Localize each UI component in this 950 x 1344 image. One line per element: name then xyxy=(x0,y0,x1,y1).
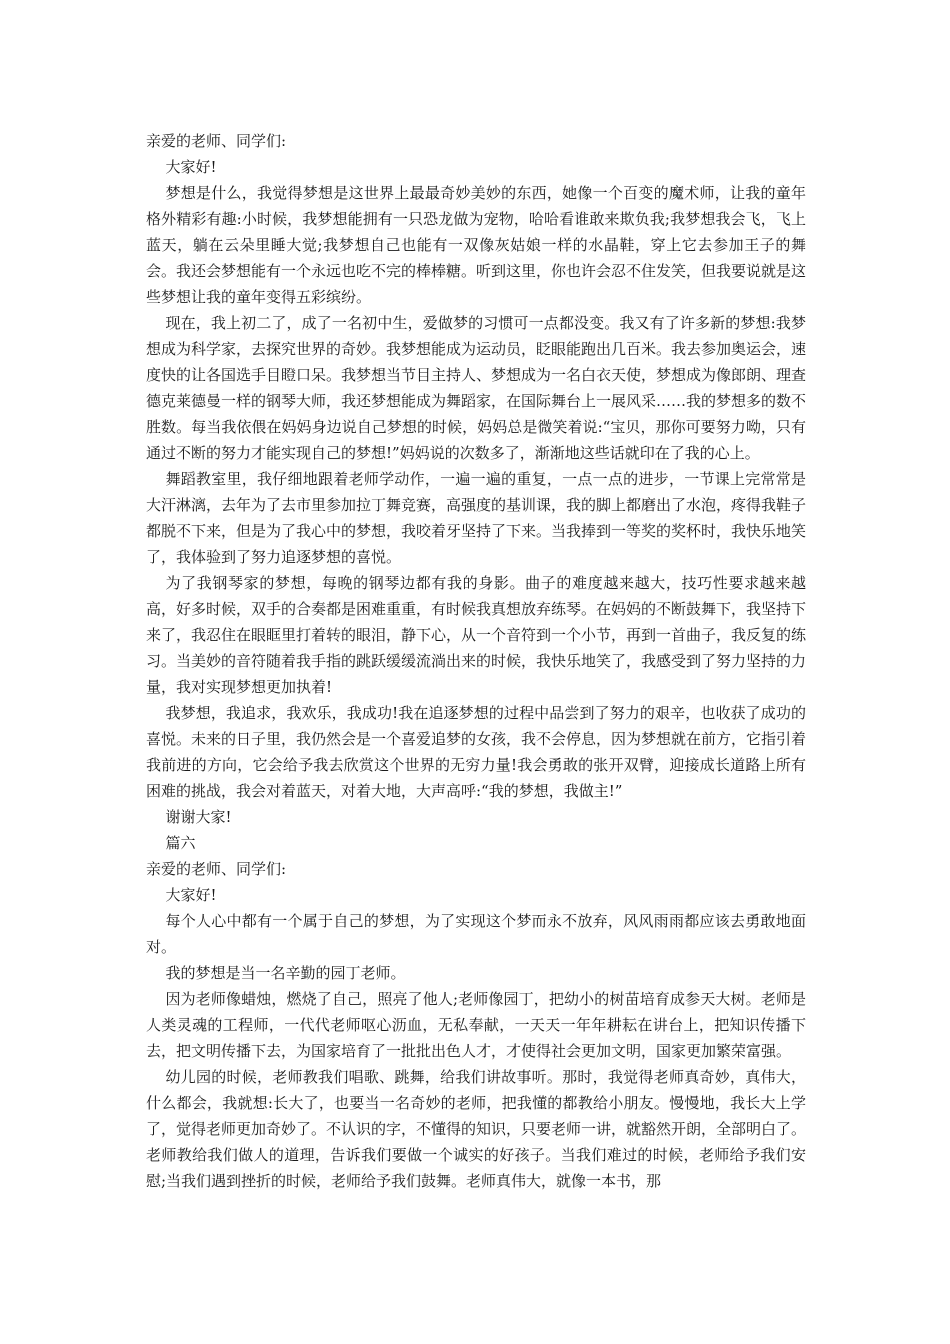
body-paragraph: 梦想是什么，我觉得梦想是这世界上最最奇妙美妙的东西，她像一个百变的魔术师，让我的童年格外精彩有趣:小时候，我梦想能拥有一只恐龙做为宠物，哈哈看谁敢来欺负我;我梦想我会飞，飞上蓝天，躺在云朵里睡大觉;我梦想自己也能有一双像灰姑娘一样的水晶鞋，穿上它去参加王子的舞会。我还会梦想能有一个永远也吃不完的棒棒糖。听到这里，你也许会忍不住发笑，但我要说就是这些梦想让我的童年变得五彩缤纷。 xyxy=(146,184,807,306)
body-paragraph: 幼儿园的时候，老师教我们唱歌、跳舞，给我们讲故事听。那时，我觉得老师真奇妙，真伟大，什么都会，我就想:长大了，也要当一名奇妙的老师，把我懂的都教给小朋友。慢慢地，我长大上学了，觉得老师更加奇妙了。不认识的字，不懂得的知识，只要老师一讲，就豁然开朗，全部明白了。老师教给我们做人的道理，告诉我们要做一个诚实的好孩子。当我们难过的时候，老师给予我们安慰;当我们遇到挫折的时候，老师给予我们鼓舞。老师真伟大，就像一本书，那 xyxy=(146,1068,807,1190)
body-paragraph: 每个人心中都有一个属于自己的梦想，为了实现这个梦而永不放弃，风风雨雨都应该去勇敢地面对。 xyxy=(146,912,806,956)
body-paragraph: 为了我钢琴家的梦想，每晚的钢琴边都有我的身影。曲子的难度越来越大，技巧性要求越来越高，好多时候，双手的合奏都是困难重重，有时候我真想放弃练琴。在妈妈的不断鼓舞下，我坚持下来了，我忍住在眼眶里打着转的眼泪，静下心，从一个音符到一个小节，再到一首曲子，我反复的练习。当美妙的音符随着我手指的跳跃缓缓流淌出来的时候，我快乐地笑了，我感受到了努力坚持的力量，我对实现梦想更加执着! xyxy=(146,574,807,696)
greeting: 大家好! xyxy=(165,886,217,904)
salutation: 亲爱的老师、同学们: xyxy=(146,132,287,150)
salutation: 亲爱的老师、同学们: xyxy=(146,860,287,878)
body-paragraph: 现在，我上初二了，成了一名初中生，爱做梦的习惯可一点都没变。我又有了许多新的梦想:我梦想成为科学家，去探究世界的奇妙。我梦想能成为运动员，眨眼能跑出几百米。我去参加奥运会，速度快的让各国选手目瞪口呆。我梦想当节目主持人、梦想成为一名白衣天使，梦想成为像郎朗、理查德克莱德曼一样的钢琴大师，我还梦想能成为舞蹈家，在国际舞台上一展风采……我的梦想多的数不胜数。每当我依偎在妈妈身边说自己梦想的时候，妈妈总是微笑着说:“宝贝，那你可要努力呦，只有通过不断的努力才能实现自己的梦想!”妈妈说的次数多了，渐渐地这些话就印在了我的心上。 xyxy=(146,314,807,462)
document-body xyxy=(146,128,806,1194)
closing: 谢谢大家! xyxy=(165,808,232,826)
body-paragraph: 我的梦想是当一名辛勤的园丁老师。 xyxy=(165,964,406,982)
body-paragraph: 舞蹈教室里，我仔细地跟着老师学动作，一遍一遍的重复，一点一点的进步，一节课上完常常是大汗淋漓，去年为了去市里参加拉丁舞竞赛，高强度的基训课，我的脚上都磨出了水泡，疼得我鞋子都脱不下来，但是为了我心中的梦想，我咬着牙坚持了下来。当我捧到一等奖的奖杯时，我快乐地笑了，我体验到了努力追逐梦想的喜悦。 xyxy=(146,470,807,566)
section-heading: 篇六 xyxy=(165,834,196,852)
body-paragraph: 我梦想，我追求，我欢乐，我成功!我在追逐梦想的过程中品尝到了努力的艰辛，也收获了成功的喜悦。未来的日子里，我仍然会是一个喜爱追梦的女孩，我不会停息，因为梦想就在前方，它指引着我前进的方向，它会给予我去欣赏这个世界的无穷力量!我会勇敢的张开双臂，迎接成长道路上所有困难的挑战，我会对着蓝天，对着大地，大声高呼:“我的梦想，我做主!” xyxy=(146,704,807,800)
body-paragraph: 因为老师像蜡烛，燃烧了自己，照亮了他人;老师像园丁，把幼小的树苗培育成参天大树。老师是人类灵魂的工程师，一代代老师呕心沥血，无私奉献，一天天一年年耕耘在讲台上，把知识传播下去，把文明传播下去，为国家培育了一批批出色人才，才使得社会更加文明，国家更加繁荣富强。 xyxy=(146,990,806,1060)
greeting: 大家好! xyxy=(165,158,217,176)
